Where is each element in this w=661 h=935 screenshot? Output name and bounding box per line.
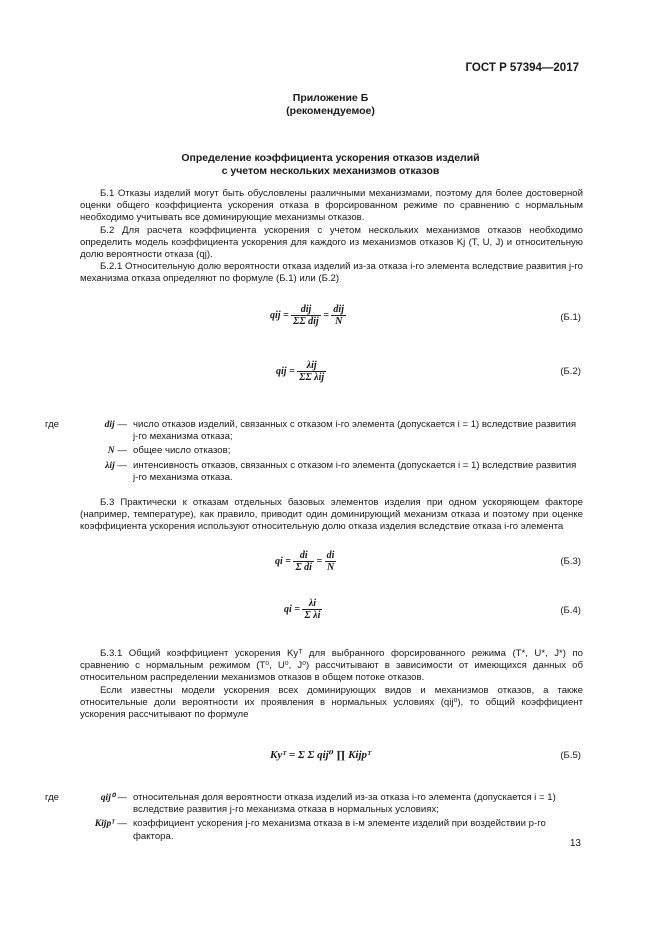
definition-symbol: λij — [105, 459, 115, 471]
eq3-den2: N — [326, 562, 335, 573]
eq1-lhs: qij = — [270, 309, 289, 321]
equation-b4 — [284, 598, 322, 621]
paragraph-group-1 — [80, 188, 583, 286]
eq1-num2: dij — [333, 304, 344, 315]
eq1-eq: = — [323, 309, 329, 321]
eq1-den1: ΣΣ dij — [293, 316, 319, 327]
section-title-line2: с учетом нескольких механизмов отказов — [221, 165, 440, 177]
definition-text: коэффициент ускорения j-го механизма отказа в i-м элементе изделий при воздействии p-го фактора. — [133, 818, 546, 842]
eq2-lhs: qij = — [276, 365, 295, 377]
eq3-lhs: qi = — [275, 555, 291, 567]
where-label-1: где — [45, 419, 60, 430]
equation-b3 — [275, 550, 336, 573]
equation-b2 — [276, 360, 326, 383]
paragraph-b32: Если известны модели ускорения всех доминирующих видов и механизмов отказов, а также относительные доли вероятности их проявления в нормальных условиях (qij⁰), то общий коэффициент ускорения рассчитывают по формуле — [80, 684, 583, 721]
eq4-lhs: qi = — [284, 603, 300, 615]
equation-number-b3: (Б.3) — [560, 556, 581, 567]
equation-b5: Kyᵀ = Σ Σ qij⁰ ∏ Kijpᵀ — [270, 749, 371, 761]
appendix-subtitle: (рекомендуемое) — [286, 105, 375, 117]
equation-number-b4: (Б.4) — [560, 605, 581, 616]
eq4-den1: Σ λi — [304, 610, 321, 621]
definitions-list-1 — [45, 419, 583, 486]
dash: — — [117, 792, 127, 803]
paragraph-b3: Б.3 Практически к отказам отдельных базовых элементов изделия при одном ускоряющем факторе (например, температуре), как правило, приводит один доминирующий механизм отказа и поэтому при оценке коэффициента ускорения используют относительную долю отказа изделия вследствие отказа i-го элемента — [80, 497, 583, 533]
paragraph-group-3 — [80, 648, 583, 721]
definition-symbol: qij⁰ — [100, 792, 115, 803]
eq2-den1: ΣΣ λij — [299, 372, 325, 383]
definition-text: интенсивность отказов, связанных с отказом i-го элемента (допускается i = 1) вследствие развития j-го механизма отказа. — [133, 459, 577, 483]
equation-b1 — [270, 304, 346, 327]
definition-text: число отказов изделий, связанных с отказом i-го элемента (допускается i = 1) вследствие развития j-го механизма отказа; — [133, 419, 577, 443]
definition-row — [45, 419, 583, 443]
eq1-den2: N — [335, 316, 343, 327]
eq3-num1: di — [293, 550, 313, 562]
dash: — — [117, 445, 127, 457]
dash: — — [117, 818, 127, 830]
eq3-num2: di — [326, 550, 335, 561]
equation-number-b2: (Б.2) — [560, 366, 581, 377]
eq3-eq: = — [316, 555, 323, 567]
definition-symbol: N — [107, 445, 115, 457]
definition-text: общее число отказов; — [133, 445, 231, 457]
standard-number: ГОСТ Р 57394—2017 — [465, 62, 579, 74]
where-label-2: где — [45, 792, 60, 803]
eq2-num1: λij — [297, 360, 326, 372]
dash: — — [117, 419, 127, 430]
paragraph-b1: Б.1 Отказы изделий могут быть обусловлены различными механизмами, поэтому для более достоверной оценки общего коэффициента ускорения отказа в форсированном режиме по сравнению с нормальным необходимо учитывать все доминирующие механизмы отказов. — [80, 188, 583, 224]
definition-symbol: dij — [104, 419, 115, 430]
definition-row — [45, 792, 583, 816]
definition-row — [45, 460, 583, 484]
equation-number-b5: (Б.5) — [560, 750, 581, 761]
definition-row — [45, 818, 583, 842]
definitions-list-2 — [45, 792, 583, 845]
section-title-line1: Определение коэффициента ускорения отказов изделий — [181, 152, 480, 164]
eq4-num1: λi — [302, 598, 322, 610]
definition-row — [45, 445, 583, 457]
paragraph-b31: Б.3.1 Общий коэффициент ускорения Kyᵀ для выбранного форсированного режима (T*, U*, J*) по сравнению с нормальным режимом (T⁰, U⁰, J⁰) рассчитывают в зависимости от имеющихся данных об относительном распределении механизмов отказов в общем потоке отказов. — [80, 648, 583, 684]
eq3-den1: Σ di — [295, 562, 312, 573]
dash: — — [117, 459, 127, 471]
definition-symbol: Kijpᵀ — [94, 818, 115, 830]
page-number: 13 — [569, 838, 581, 849]
paragraph-b21: Б.2.1 Относительную долю вероятности отказа изделий из-за отказа i-го элемента вследствие развития j-го механизма отказа определяют по формуле (Б.1) или (Б.2) — [80, 261, 583, 285]
definition-text: относительная доля вероятности отказа изделий из-за отказа i-го элемента (допускается i = 1) вследствие развития j-го механизма отказа в нормальных условиях; — [133, 792, 556, 816]
appendix-title: Приложение Б — [292, 92, 369, 104]
eq1-num1: dij — [291, 304, 320, 316]
paragraph-group-2 — [80, 497, 583, 534]
equation-number-b1: (Б.1) — [560, 312, 581, 323]
paragraph-b2: Б.2 Для расчета коэффициента ускорения с учетом нескольких механизмов отказов необходимо определить модель коэффициента ускорения для каждого из механизмов отказов Kj (T, U, J) и относительную долю вероятности отказа (qj). — [80, 224, 583, 261]
